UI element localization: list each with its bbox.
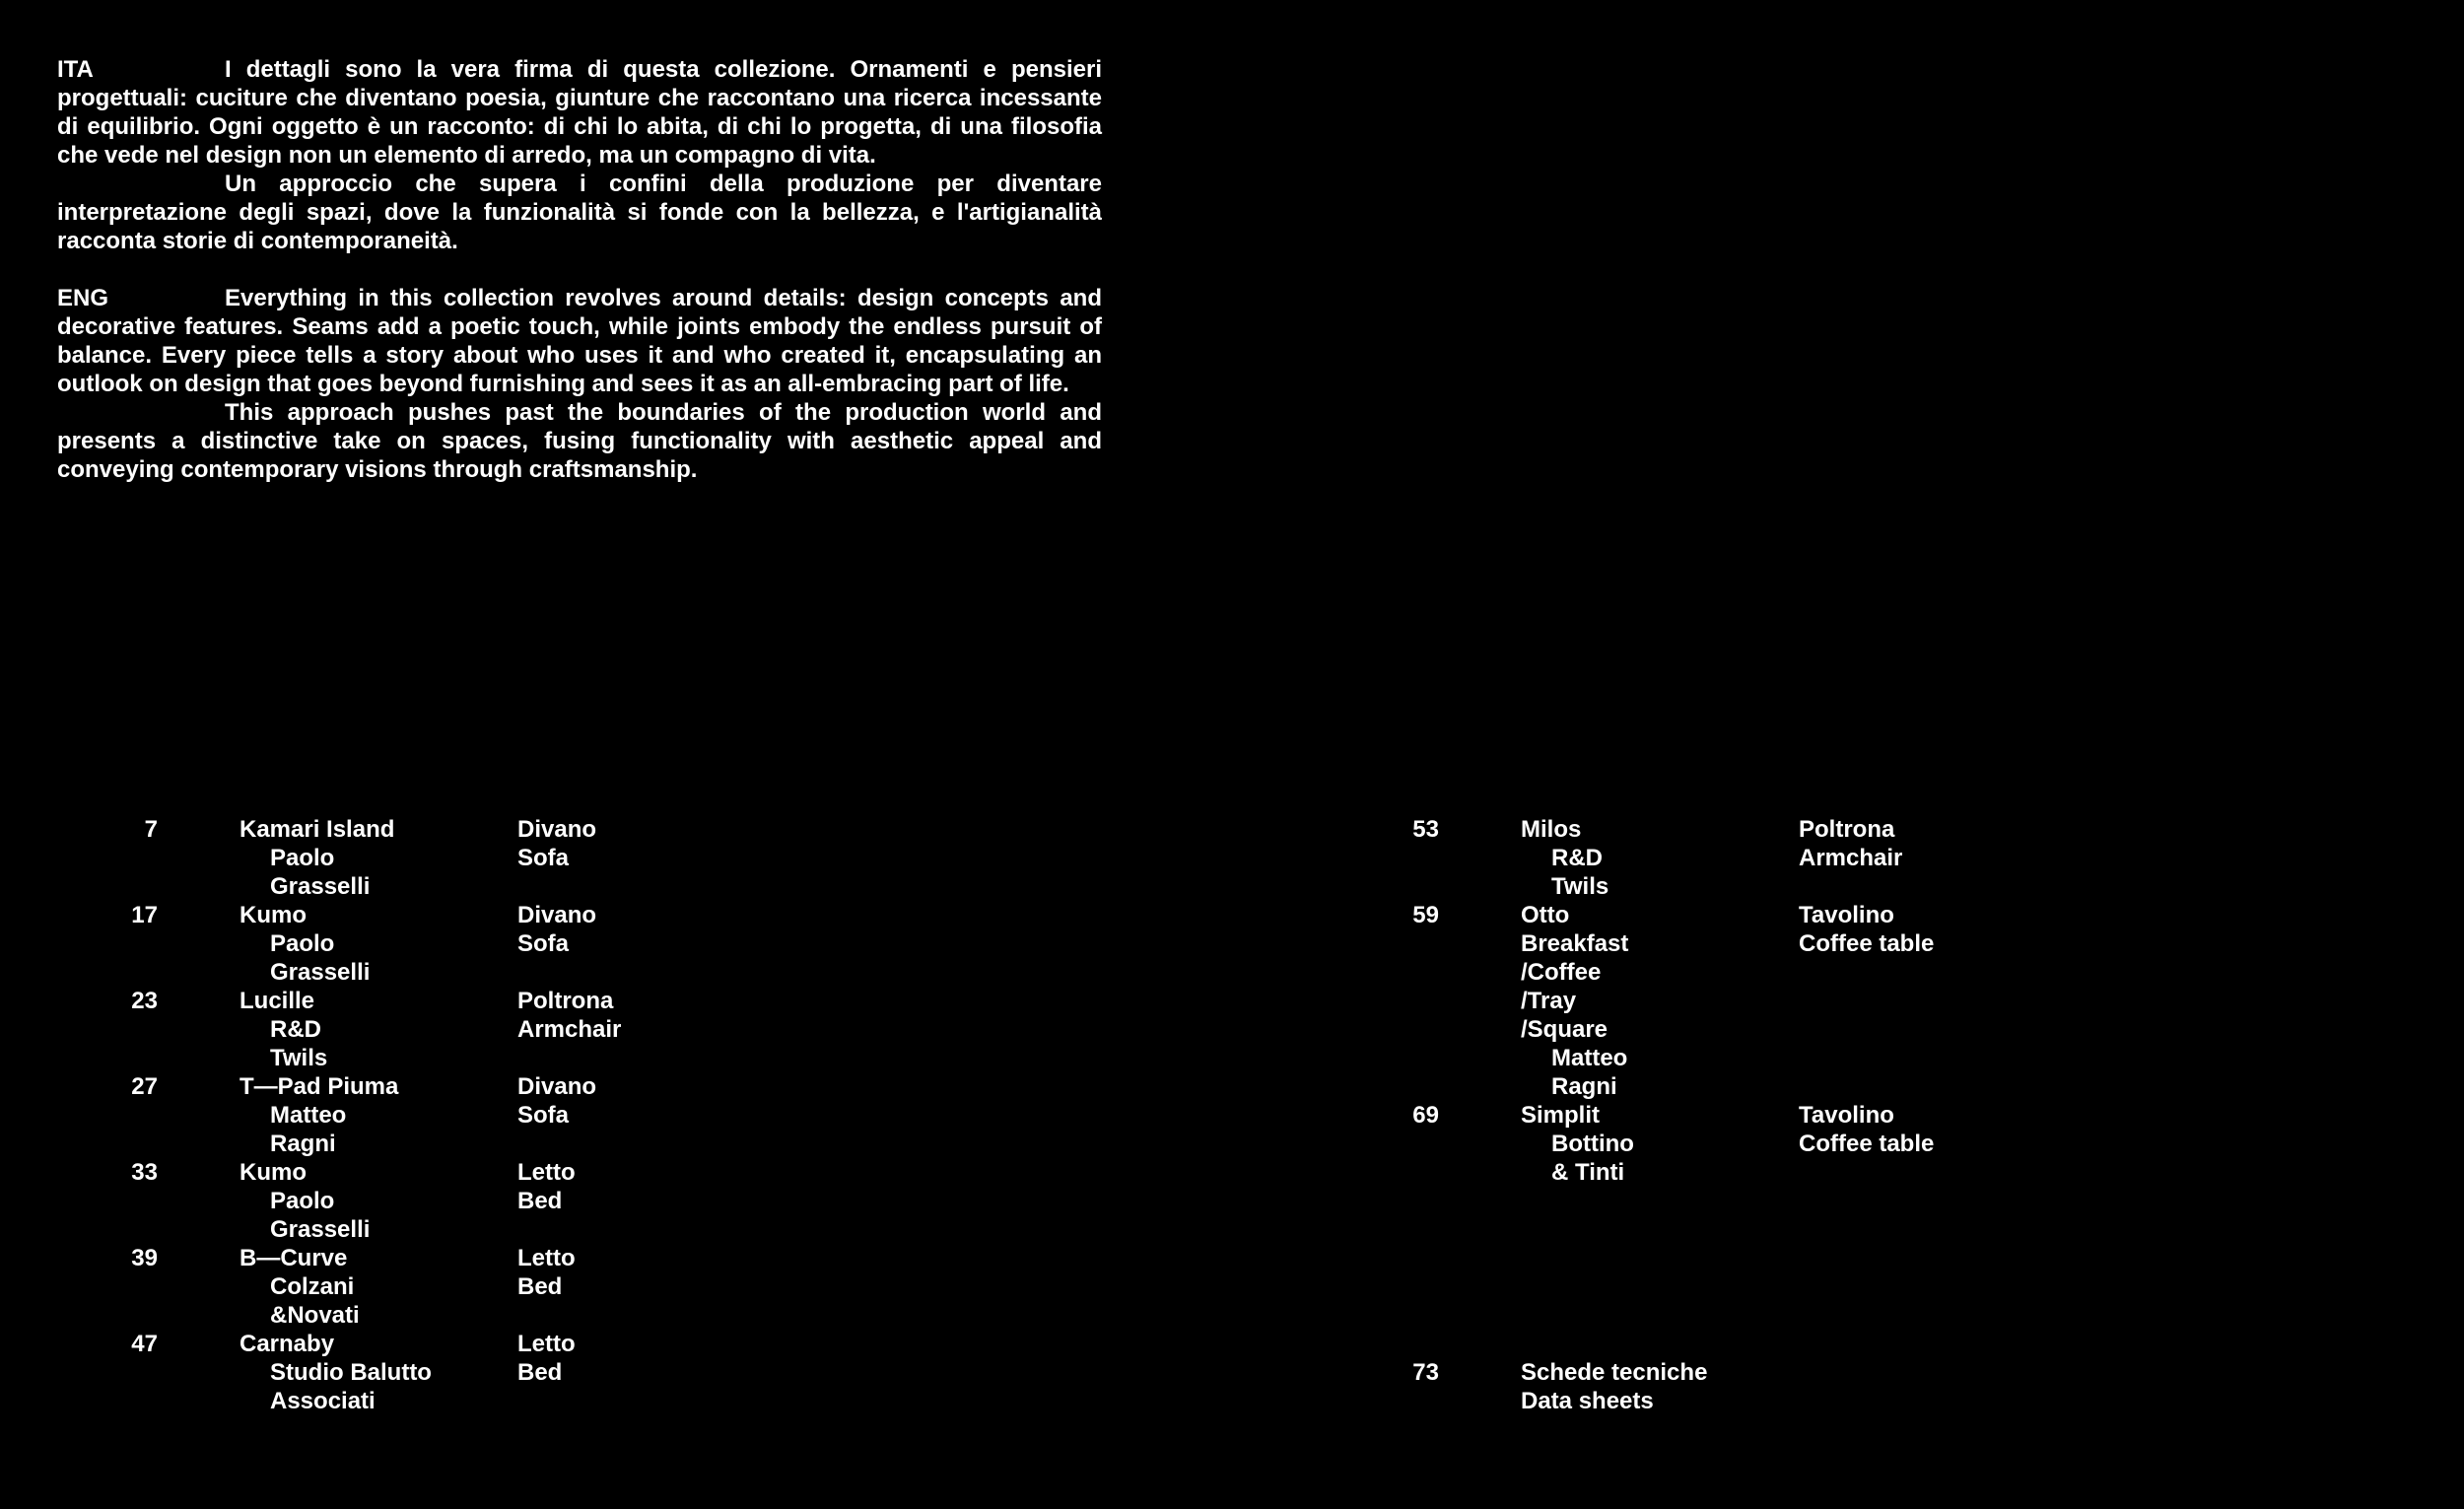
toc-title — [240, 1158, 515, 1244]
toc-designer-line: Paolo — [270, 930, 335, 957]
toc-type — [517, 815, 596, 872]
toc-title — [1521, 1358, 1797, 1415]
toc-type-line: Divano — [517, 1073, 597, 1100]
toc-page-number: 39 — [131, 1245, 158, 1271]
toc-page-number: 53 — [1412, 816, 1439, 843]
toc-entry[interactable] — [1281, 901, 1935, 1101]
toc-designer-line: R&D — [270, 1016, 321, 1043]
toc-type — [517, 1072, 596, 1130]
toc-type-line: Poltrona — [517, 988, 614, 1014]
toc-type — [1799, 901, 1934, 958]
toc-title-line: Milos — [1521, 816, 1582, 843]
toc-title — [1521, 1101, 1797, 1187]
toc-type-line: Armchair — [1799, 845, 1903, 871]
toc-title-line: Data sheets — [1521, 1388, 1654, 1414]
toc-page-number: 17 — [131, 902, 158, 928]
toc-designer-line: Matteo — [1551, 1045, 1628, 1071]
toc-type — [517, 1330, 576, 1387]
toc-title-line: Lucille — [240, 988, 315, 1014]
toc-page-number: 23 — [131, 988, 158, 1014]
toc-designer-line: Colzani — [270, 1273, 355, 1300]
toc-type-line: Sofa — [517, 1102, 570, 1129]
eng-paragraph-2: This approach pushes past the boundaries of the production world and presents a distinctive take on spaces, fusing functionality with aesthetic appeal and conveying contemporary visions through craftsmanship. — [57, 399, 1102, 483]
toc-title-line: Kumo — [240, 902, 307, 928]
toc-entry[interactable] — [1281, 815, 1903, 901]
toc-designer-line: Grasselli — [270, 959, 371, 986]
toc-entry[interactable] — [0, 1158, 576, 1244]
toc-designer-line: & Tinti — [1551, 1159, 1625, 1186]
toc-title-line: Simplit — [1521, 1102, 1601, 1129]
toc-title-line: /Coffee — [1521, 959, 1602, 986]
toc-entry[interactable] — [1281, 1101, 1935, 1187]
toc-title-line: Schede tecniche — [1521, 1359, 1708, 1386]
toc-type-line: Sofa — [517, 845, 570, 871]
toc-type-line: Divano — [517, 816, 597, 843]
toc-designer-line: Twils — [270, 1045, 328, 1071]
toc-designer-line: R&D — [1551, 845, 1603, 871]
intro-eng — [57, 284, 1102, 484]
toc-page-number: 59 — [1412, 902, 1439, 928]
toc-title-line: /Square — [1521, 1016, 1608, 1043]
toc-title-line: T—Pad Piuma — [240, 1073, 399, 1100]
ita-paragraph-2: Un approccio che supera i confini della produzione per diventare interpretazione degli spazi, dove la funzionalità si fonde con la bellezza, e l'artigianalità racconta storie di contemporaneità. — [57, 171, 1102, 254]
toc-designer-line: Associati — [270, 1388, 376, 1414]
lang-label-eng: ENG — [57, 285, 109, 311]
toc-designer-line: Grasselli — [270, 873, 371, 900]
toc-page-number: 33 — [131, 1159, 158, 1186]
toc-type-line: Coffee table — [1799, 930, 1935, 957]
toc-type-line: Letto — [517, 1245, 576, 1271]
toc-page-number: 73 — [1412, 1359, 1439, 1386]
toc-type — [517, 901, 596, 958]
toc-title — [240, 1330, 515, 1415]
eng-paragraph-1: ENG Everything in this collection revolves around details: design concepts and decorative features. Seams add a poetic touch, while joints embody the endless pursuit of balance. Every piece tells a story about who uses it and who created it, encapsulating an outlook on design that goes beyond furnishing and sees it as an all-embracing part of life. — [57, 285, 1102, 397]
intro-text — [57, 55, 1102, 484]
toc-type — [517, 987, 621, 1044]
toc-designer-line: &Novati — [270, 1302, 360, 1329]
toc-type-line: Divano — [517, 902, 597, 928]
toc-type-line: Sofa — [517, 930, 570, 957]
toc-entry[interactable] — [0, 1072, 597, 1158]
toc-page-number: 47 — [131, 1331, 158, 1357]
toc-type — [1799, 815, 1902, 872]
lang-label-ita: ITA — [57, 56, 94, 83]
toc-type-line: Tavolino — [1799, 1102, 1894, 1129]
toc-designer-line: Ragni — [270, 1131, 336, 1157]
toc-designer-line: Ragni — [1551, 1073, 1617, 1100]
toc-title-line: Kumo — [240, 1159, 307, 1186]
toc-title-line: B—Curve — [240, 1245, 348, 1271]
toc-entry[interactable] — [0, 901, 597, 987]
toc-type-line: Bed — [517, 1273, 563, 1300]
toc-type-line: Tavolino — [1799, 902, 1894, 928]
toc-title-line: Otto — [1521, 902, 1570, 928]
toc-title-line: Carnaby — [240, 1331, 335, 1357]
toc-type — [1799, 1101, 1934, 1158]
toc-title — [240, 815, 515, 901]
toc-title-line: /Tray — [1521, 988, 1577, 1014]
toc-title — [240, 901, 515, 987]
table-of-contents-left — [0, 815, 622, 1415]
toc-type — [517, 1244, 576, 1301]
toc-designer-line: Paolo — [270, 845, 335, 871]
intro-ita — [57, 55, 1102, 255]
toc-title — [1521, 901, 1797, 1101]
toc-title — [240, 1244, 515, 1330]
toc-designer-line: Bottino — [1551, 1131, 1634, 1157]
toc-entry[interactable] — [0, 815, 597, 901]
toc-type — [517, 1158, 576, 1215]
toc-title-line: Breakfast — [1521, 930, 1629, 957]
toc-entry[interactable] — [0, 987, 622, 1072]
toc-type-line: Bed — [517, 1359, 563, 1386]
toc-entry[interactable] — [0, 1244, 576, 1330]
toc-type-line: Letto — [517, 1331, 576, 1357]
toc-entry-data-sheets[interactable] — [1281, 1358, 1797, 1415]
toc-type-line: Armchair — [517, 1016, 622, 1043]
toc-type-line: Poltrona — [1799, 816, 1895, 843]
toc-type-line: Letto — [517, 1159, 576, 1186]
toc-title-line: Kamari Island — [240, 816, 395, 843]
toc-designer-line: Studio Balutto — [270, 1359, 432, 1386]
toc-type-line: Coffee table — [1799, 1131, 1935, 1157]
ita-paragraph-1: ITA I dettagli sono la vera firma di questa collezione. Ornamenti e pensieri progettuali: cuciture che diventano poesia, giunture che raccontano una ricerca incessante di equilibrio. Ogni oggetto è un racconto: di chi lo abita, di chi lo progetta, di una filosofia che vede nel design non un elemento di arredo, ma un compagno di vita. — [57, 56, 1102, 169]
toc-designer-line: Twils — [1551, 873, 1609, 900]
toc-page-number: 69 — [1412, 1102, 1439, 1129]
toc-type-line: Bed — [517, 1188, 563, 1214]
toc-entry[interactable] — [0, 1330, 576, 1415]
toc-designer-line: Matteo — [270, 1102, 347, 1129]
toc-title — [240, 1072, 515, 1158]
table-of-contents-right — [1281, 815, 1935, 1415]
toc-designer-line: Grasselli — [270, 1216, 371, 1243]
toc-page-number: 27 — [131, 1073, 158, 1100]
toc-designer-line: Paolo — [270, 1188, 335, 1214]
toc-title — [240, 987, 515, 1072]
toc-page-number: 7 — [144, 816, 158, 843]
toc-title — [1521, 815, 1797, 901]
